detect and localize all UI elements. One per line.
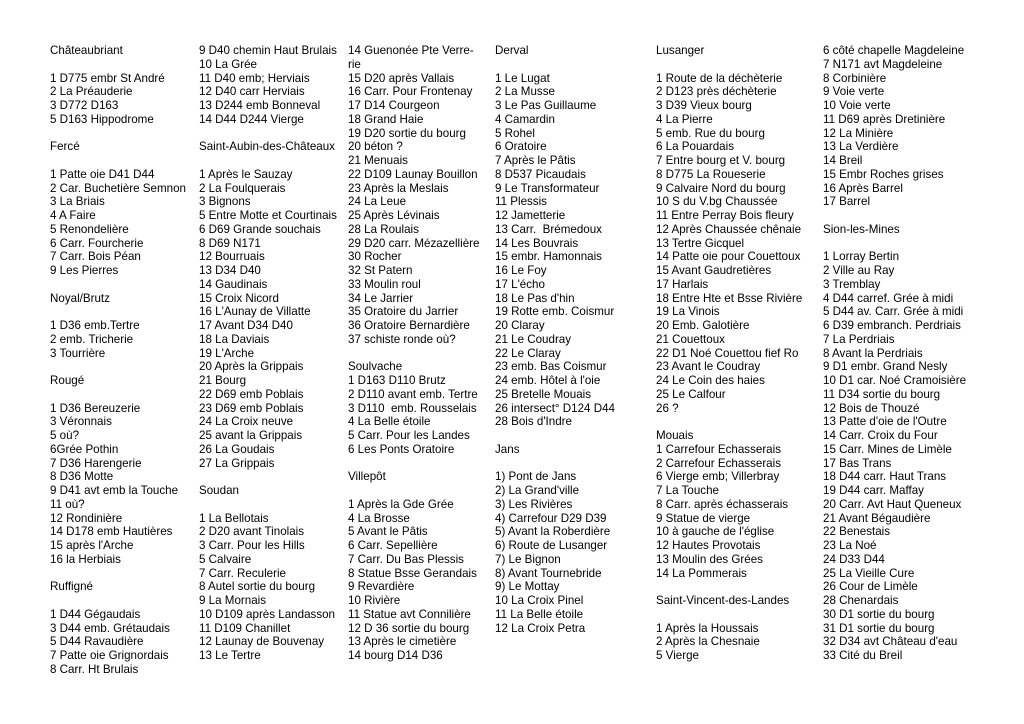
list-item: 10 D109 après Landasson [199,607,336,621]
list-item: 2 Après la Chesnaie [656,635,760,649]
list-item: 8 Carr. après échasserais [656,497,789,511]
list-item: 4 La Brosse [348,511,410,525]
list-item: 17 Harlais [656,277,709,291]
list-item: 5 D163 Hippodrome [50,112,154,126]
list-item: 5 Avant le Pâtis [348,525,428,539]
list-item: 5 Carr. Pour les Landes [348,429,470,442]
list-item: 8) Avant Tournebride [495,566,602,580]
list-item: 15 D20 après Vallais [348,71,455,85]
list-column [348,44,479,663]
list-item: 12 D40 carr Herviais [199,85,305,99]
list-item: 13 La Verdière [823,140,899,154]
list-item: 3 D44 emb. Grétaudais [50,621,170,635]
list-item: 4 Camardin [495,112,555,126]
list-item: 20 Emb. Galotière [656,319,750,332]
list-item: 5 Rohel [495,126,535,140]
list-item: 19 Rotte emb. Coismur [495,305,615,319]
list-item: 5 D44 av. Carr. Grée à midi [823,305,964,319]
list-item: 8 D69 N171 [199,236,261,250]
list-item: 13 Patte d'oie de l'Outre [823,415,947,429]
list-item: 7 Patte oie Grignordais [50,649,169,662]
commune-heading: Mouais [656,429,694,442]
list-item: 5 Vierge [656,649,699,662]
commune-section [50,278,186,361]
list-item: 6 Les Ponts Oratoire [348,442,455,456]
commune-section [199,44,337,127]
commune-heading: Sion-les-Mines [823,222,900,236]
list-item: 5 Calvaire [199,552,252,566]
list-item: 35 Oratoire du Jarrier [348,305,459,319]
list-item: 3 D772 D163 [50,99,119,112]
list-item: 2 emb. Tricherie [50,332,134,346]
list-item: 25 La Vieille Cure [823,566,915,580]
commune-section [199,127,337,471]
list-item: 16 la Herbiais [50,552,121,566]
list-item: 3 Véronnais [50,415,112,429]
commune-heading: Villepôt [348,470,386,484]
list-item: 21 Couettoux [656,332,725,346]
commune-section [348,44,479,347]
list-item: 7 Carr. Bois Péan [50,250,141,264]
list-item: 20 Carr. Avt Haut Queneux [823,497,962,511]
list-item: 24 D33 D44 [823,552,885,566]
list-item: rie [348,57,361,71]
list-item: 5 où? [50,429,80,442]
list-item: 8 Autel sortie du bourg [199,580,316,594]
list-item: 4 La Pierre [656,112,713,126]
list-item: 15 Carr. Mines de Limèle [823,442,952,456]
commune-heading: Soudan [199,484,239,497]
list-item: 14 D44 D244 Vierge [199,112,304,126]
list-item: 32 D34 avt Château d'eau [823,635,958,649]
list-item: 3 La Briais [50,195,105,209]
list-item: 29 D20 carr. Mézazellière [348,236,480,250]
list-item: 1 Lorray Bertin [823,250,900,264]
list-item: 6 Vierge emb; Villerbray [656,470,780,484]
list-item: 6 côté chapelle Magdeleine [823,44,965,57]
list-item: 11 La Belle étoile [495,607,584,621]
list-item: 1 D163 D110 Brutz [348,374,446,387]
list-item: 6 Carr. Sepellière [348,539,438,552]
list-item: 7 Carr. Du Bas Plessis [348,552,464,566]
commune-section [823,44,966,209]
list-item: 8 Corbinière [823,71,887,85]
list-item: 6 D69 Grande souchais [199,222,321,236]
list-item: 22 D69 emb Poblais [199,387,304,401]
list-item: 9) Le Mottay [495,580,560,594]
list-item: 5 D44 Ravaudière [50,635,144,649]
list-item: 8 D775 La Roueserie [656,167,766,181]
list-item: 1 Patte oie D41 D44 [50,167,155,181]
list-item: 3 D110 emb. Rousselais [348,401,477,415]
list-item: 30 D1 sortie du bourg [823,607,935,621]
list-item: 2 D20 avant Tinolais [199,525,305,539]
list-item: 12 Jametterie [495,209,566,222]
list-item: 21 Menuais [348,154,408,167]
list-item: 18 La Daviais [199,332,270,346]
list-item: 8 D36 Motte [50,470,114,484]
list-item: 4) Carrefour D29 D39 [495,511,607,525]
list-item: 25 avant la Grippais [199,429,303,442]
list-item: 4 La Belle étoile [348,415,431,429]
list-item: 3 Bignons [199,195,251,209]
list-item: 17 L'écho [495,277,545,291]
list-column [495,44,615,635]
list-item: 5 emb. Rue du bourg [656,126,765,140]
list-item: 16 Le Foy [495,264,547,277]
list-item: 25 Bretelle Mouais [495,387,592,401]
list-item: 24 Le Coin des haies [656,374,765,387]
commune-heading: Saint-Aubin-des-Châteaux [199,140,335,154]
list-item: 23 Avant le Coudray [656,360,761,374]
list-item: 19 D44 carr. Maffay [823,484,924,497]
commune-heading: Soulvache [348,360,403,374]
commune-section [656,415,802,580]
list-item: 13 Après le cimetière [348,635,457,649]
commune-section [495,44,615,429]
list-item: 11 D109 Chanillet [199,621,291,635]
list-item: 8 Avant la Perdriais [823,346,923,360]
list-item: 12 D 36 sortie du bourg [348,621,470,635]
list-item: 20 béton ? [348,140,403,154]
list-item: 6Grée Pothin [50,442,119,456]
list-item: 7 D36 Harengerie [50,456,142,470]
list-item: 22 Benestais [823,525,891,539]
list-item: 4 A Faire [50,209,96,222]
list-item: 1 D775 embr St André [50,71,165,85]
list-item: 13 Moulin des Grées [656,552,763,566]
list-item: 30 Rocher [348,250,402,264]
commune-heading: Fercé [50,140,80,154]
commune-heading: Lusanger [656,44,705,57]
list-item: 18 Le Pas d'hin [495,291,575,305]
list-item: 2 Carrefour Echasserais [656,456,782,470]
list-item: 14 Patte oie pour Couettoux [656,250,801,264]
list-item: 37 schiste ronde où? [348,332,456,346]
commune-heading: Noyal/Brutz [50,291,110,305]
list-item: 6 Carr. Fourcherie [50,236,144,250]
list-item: 2 La Préauderie [50,85,133,99]
list-item: 28 Bois d'Indre [495,415,572,429]
list-item: 14 Les Bouvrais [495,236,579,250]
list-item: 10 Rivière [348,594,401,607]
list-item: 32 St Patern [348,264,413,277]
list-item: 14 bourg D14 D36 [348,649,443,662]
list-item: 3 Tremblay [823,277,881,291]
list-item: 10 D1 car. Noé Cramoisière [823,374,967,387]
commune-heading: Rougé [50,374,85,387]
list-item: 5) Avant la Roberdière [495,525,611,539]
commune-section [656,44,802,415]
list-item: 7 Après le Pâtis [495,154,576,167]
list-item: 24 La Leue [348,195,407,209]
list-item: 15 Avant Gaudretières [656,264,772,277]
commune-section [348,347,479,457]
list-item: 8 Statue Bsse Gerandais [348,566,477,580]
list-item: 25 Après Lévinais [348,209,440,222]
list-column [50,44,186,677]
list-item: 3 Carr. Pour les Hills [199,539,305,552]
list-item: 13 D34 D40 [199,264,261,277]
commune-heading: Jans [495,442,520,456]
list-item: 14 D178 emb Hautières [50,525,173,539]
list-item: 1 D36 emb.Tertre [50,319,140,332]
list-item: 1 D44 Gégaudais [50,607,141,621]
list-item: 7 Carr. Reculerie [199,566,286,580]
list-item: 1 Route de la déchèterie [656,71,783,85]
list-item: 8 D537 Picaudais [495,167,586,181]
commune-section [348,457,479,663]
list-item: 13 Carr. Brémedoux [495,222,602,236]
list-item: 8 Carr. Ht Brulais [50,662,139,676]
list-item: 17 Avant D34 D40 [199,319,293,332]
list-item: 21 Le Coudray [495,332,572,346]
list-item: 11 Plessis [495,195,547,209]
commune-section [656,580,802,663]
list-item: 26 ? [656,401,679,415]
list-item: 11 D40 emb; Herviais [199,71,310,85]
list-column [656,44,802,663]
list-item: 7 La Touche [656,484,719,497]
list-item: 3) Les Rivières [495,497,573,511]
list-item: 13 Le Tertre [199,649,261,662]
list-item: 24 La Croix neuve [199,415,294,429]
list-item: 15 Embr Roches grises [823,167,944,181]
list-item: 5 Renondelière [50,222,129,236]
list-item: 11 Statue avt Connilière [348,607,471,621]
list-item: 10 La Croix Pinel [495,594,584,607]
list-item: 2 Ville au Ray [823,264,895,277]
list-item: 9 Calvaire Nord du bourg [656,181,786,195]
list-item: 1 Après le Sauzay [199,167,293,181]
list-item: 23 Après la Meslais [348,181,449,195]
commune-heading: Châteaubriant [50,44,123,57]
list-item: 28 Chenardais [823,594,899,607]
list-item: 33 Moulin roul [348,277,421,291]
list-item: 17 Bas Trans [823,456,892,470]
list-item: 6 Oratoire [495,140,547,154]
list-item: 9 D1 embr. Grand Nesly [823,360,948,374]
list-item: 1 Carrefour Echasserais [656,442,782,456]
list-item: 14 Carr. Croix du Four [823,429,938,442]
list-item: 1 Le Lugat [495,71,550,85]
list-item: 9 Les Pierres [50,264,119,277]
list-item: 12 Hautes Provotais [656,539,761,552]
commune-heading: Saint-Vincent-des-Landes [656,594,790,607]
list-item: 11 où? [50,497,85,511]
list-item: 16 L'Aunay de Villatte [199,305,311,319]
list-item: 26 La Goudais [199,442,275,456]
list-item: 2 La Musse [495,85,555,99]
list-item: 2 D110 avant emb. Tertre [348,387,478,401]
list-item: 18 Entre Hte et Bsse Rivière [656,291,803,305]
list-item: 7 La Perdriais [823,332,895,346]
list-item: 18 D44 carr. Haut Trans [823,470,947,484]
list-item: 3 Le Pas Guillaume [495,99,597,112]
list-item: 12 Launay de Bouvenay [199,635,325,649]
list-item: 15 Croix Nicord [199,291,279,305]
list-item: 13 Tertre Gicquel [656,236,745,250]
list-item: 22 D109 Launay Bouillon [348,167,478,181]
list-item: 23 emb. Bas Coismur [495,360,607,374]
list-item: 16 Carr. Pour Frontenay [348,85,473,99]
list-item: 22 Le Claray [495,346,561,360]
list-item: 17 Barrel [823,195,871,209]
list-item: 9 La Mornais [199,594,267,607]
list-item: 10 Voie verte [823,99,891,112]
list-item: 14 Gaudinais [199,277,268,291]
list-item: 36 Oratoire Bernardière [348,319,470,332]
list-item: 12 Bois de Thouzé [823,401,920,415]
list-item: 9 Le Transformateur [495,181,600,195]
commune-section [199,470,337,663]
list-item: 33 Cité du Breil [823,649,903,662]
list-item: 9 D41 avt emb la Touche [50,484,179,497]
list-item: 19 La Vinois [656,305,720,319]
list-item: 26 Cour de Limèle [823,580,918,594]
list-item: 22 D1 Noé Couettou fief Ro [656,346,799,360]
commune-section [823,209,966,663]
commune-section [50,44,186,127]
list-item: 12 Après Chaussée chênaie [656,222,802,236]
list-item: 15 après l'Arche [50,539,134,552]
list-item: 21 Bourg [199,374,247,387]
list-item: 10 à gauche de l'église [656,525,775,539]
commune-section [495,429,615,635]
list-item: 1 Après la Houssais [656,621,759,635]
list-item: 28 La Roulais [348,222,419,236]
list-item: 7) Le Bignon [495,552,561,566]
list-item: 6 D39 embranch. Perdriais [823,319,961,332]
list-item: 1) Pont de Jans [495,470,577,484]
list-item: 7 Entre bourg et V. bourg [656,154,786,167]
list-item: 18 Grand Haie [348,112,424,126]
list-item: 2) La Grand'ville [495,484,580,497]
list-item: 23 La Noé [823,539,877,552]
list-item: 2 D123 près déchèterie [656,85,777,99]
commune-section [50,360,186,566]
list-item: 20 Après la Grippais [199,360,304,374]
list-item: 19 L'Arche [199,346,255,360]
list-item: 10 La Grée [199,57,258,71]
list-item: 2 Car. Buchetière Semnon [50,181,186,195]
list-item: 5 Entre Motte et Courtinais [199,209,337,222]
list-item: 26 intersect° D124 D44 [495,401,615,415]
list-item: 20 Claray [495,319,545,332]
list-item: 3 D39 Vieux bourg [656,99,752,112]
list-item: 14 Breil [823,154,863,167]
list-item: 34 Le Jarrier [348,291,414,305]
list-item: 13 D244 emb Bonneval [199,99,321,112]
list-item: 12 Rondinière [50,511,123,525]
list-item: 1 La Bellotais [199,511,269,525]
list-item: 12 Bourruais [199,250,265,264]
list-item: 9 D40 chemin Haut Brulais [199,44,337,57]
list-item: 15 embr. Hamonnais [495,250,602,264]
list-item: 21 Avant Bégaudière [823,511,931,525]
list-column [823,44,966,663]
list-item: 1 D36 Bereuzerie [50,401,141,415]
list-item: 9 Revardière [348,580,415,594]
list-item: 24 emb. Hôtel à l'oie [495,374,601,387]
list-item: 1 Après la Gde Grée [348,497,454,511]
list-item: 10 S du V.bg Chaussée [656,195,778,209]
list-item: 16 Après Barrel [823,181,903,195]
commune-heading: Derval [495,44,529,57]
list-item: 31 D1 sortie du bourg [823,621,935,635]
list-item: 25 Le Calfour [656,387,726,401]
list-item: 3 Tourrière [50,346,106,360]
list-item: 9 Statue de vierge [656,511,751,525]
list-item: 19 D20 sortie du bourg [348,126,466,140]
list-item: 14 Guenonée Pte Verre- [348,44,474,57]
list-item: 12 La Croix Petra [495,621,586,635]
list-item: 14 La Pommerais [656,566,747,580]
commune-section [50,127,186,278]
list-item: 17 D14 Courgeon [348,99,440,112]
list-item: 11 D69 après Dretinière [823,112,946,126]
list-item: 4 D44 carref. Grée à midi [823,291,954,305]
list-item: 6) Route de Lusanger [495,539,608,552]
list-item: 27 La Grippais [199,456,275,470]
list-item: 9 Voie verte [823,85,885,99]
list-item: 7 N171 avt Magdeleine [823,57,943,71]
list-item: 23 D69 emb Poblais [199,401,304,415]
list-item: 2 La Foulquerais [199,181,286,195]
commune-heading: Ruffigné [50,580,93,594]
list-item: 6 La Pouardais [656,140,734,154]
commune-section [50,567,186,677]
list-item: 12 La Minière [823,126,894,140]
list-column [199,44,337,663]
list-item: 11 Entre Perray Bois fleury [656,209,794,222]
list-item: 11 D34 sortie du bourg [823,387,941,401]
